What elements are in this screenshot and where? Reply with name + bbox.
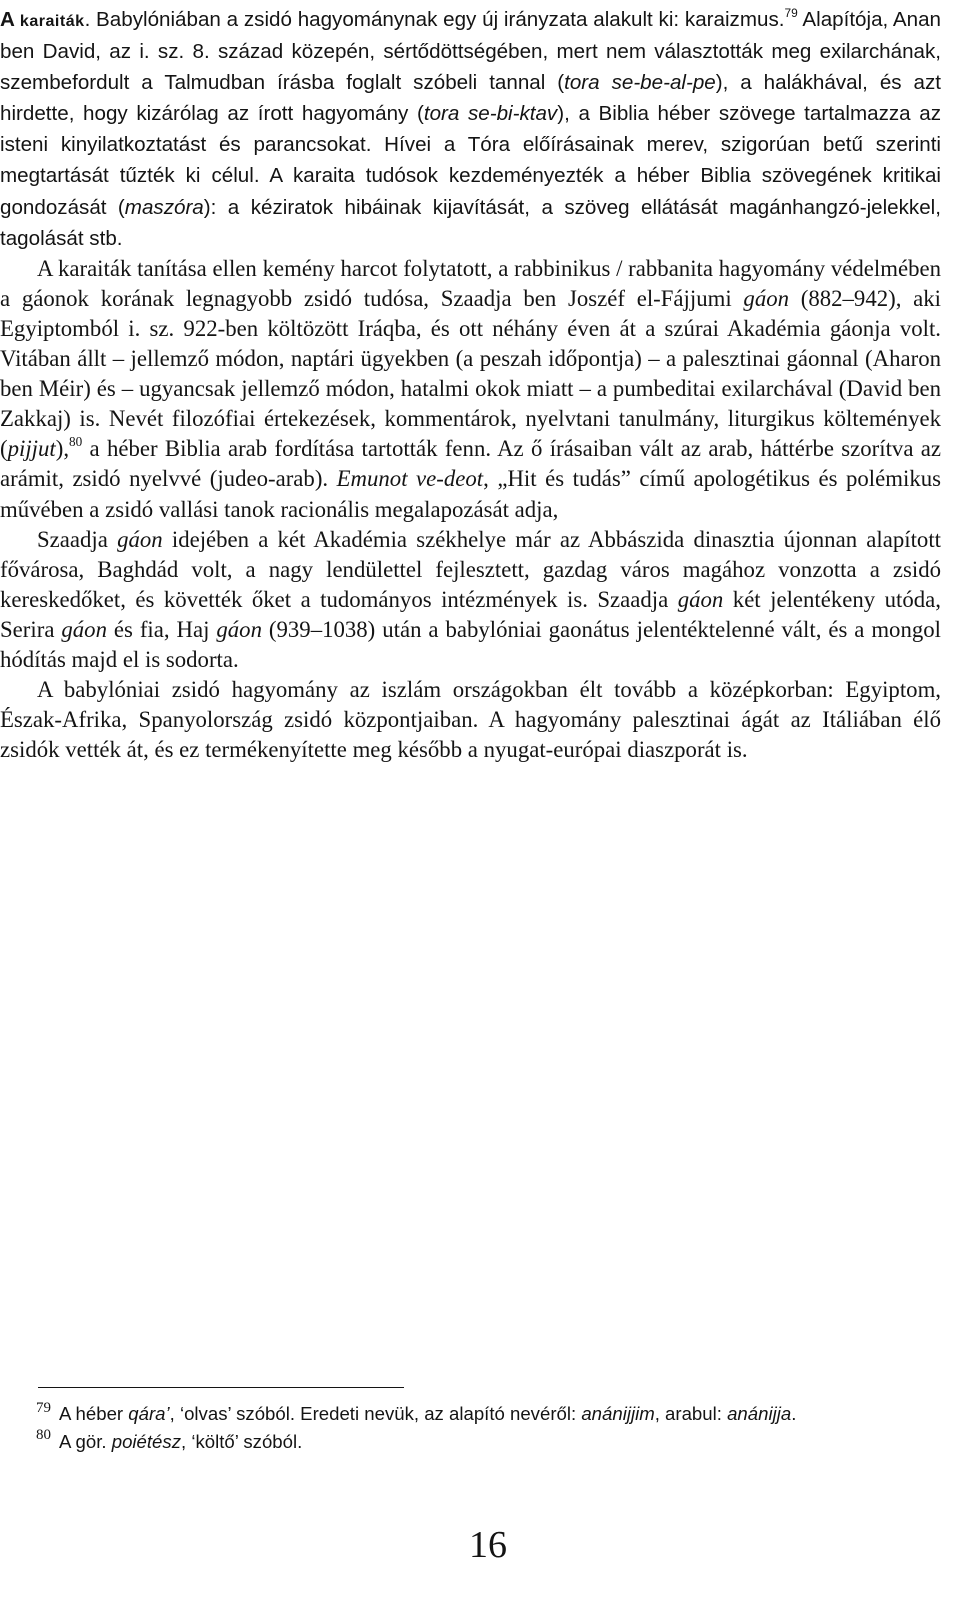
- italic-term: qára’: [128, 1403, 170, 1424]
- text-run: két jelentékeny utóda, Serira: [0, 586, 941, 642]
- footnote-number: 79: [36, 1399, 51, 1416]
- text-run: ), a halákhával, és azt hirdette, hogy kizárólag az írott hagyomány (: [0, 71, 941, 126]
- paragraph-saadja: [0, 254, 941, 525]
- page-number: 16: [469, 1524, 507, 1566]
- text-run: ): a kéziratok hibáinak kijavítását, a szöveg ellátását magánhangzó-jelekkel, tagolását stb.: [0, 195, 941, 250]
- text-run: A karaiták tanítása ellen kemény harcot folytatott, a rabbinikus / rabbanita hagyomány védelmében a gáonok korának legnagyobb zsidó tudósa, Szaadja ben Joszéf el-Fájjumi: [0, 255, 941, 311]
- text-run: ),: [55, 436, 70, 462]
- footnote-ref-79[interactable]: 79: [784, 6, 798, 21]
- text-run: , arabul:: [654, 1403, 728, 1424]
- italic-term: gáon: [743, 285, 790, 311]
- paragraph-baghdad: [0, 525, 941, 675]
- footnote-ref-80[interactable]: 80: [69, 434, 83, 450]
- italic-term: anánijja: [727, 1403, 792, 1424]
- footnote-separator: [38, 1387, 404, 1388]
- text-run: A gör.: [59, 1430, 112, 1452]
- italic-term: tora se-be-al-pe: [564, 71, 716, 95]
- italic-term: maszóra: [124, 195, 204, 219]
- text-run: , „Hit és tudás” című apologétikus és polémikus művében a zsidó vallási tanok racionális megalapozását adja,: [0, 466, 941, 522]
- footnotes: [0, 1400, 941, 1455]
- italic-term: tora se-bi-ktav: [423, 102, 558, 126]
- text-run: , ‘olvas’ szóból. Eredeti nevük, az alapító nevéről:: [169, 1403, 582, 1424]
- main-text-column: [0, 4, 941, 765]
- text-run: . Babylóniában a zsidó hagyománynak egy új irányzata alakult ki: karaizmus.: [84, 8, 785, 31]
- footnote-79: [0, 1400, 941, 1428]
- paragraph-diaspora: A babylóniai zsidó hagyomány az iszlám országokban élt tovább a középkorban: Egyiptom, Észak-Afrika, Spanyolország zsidó központjaiban. A hagyomány palesztinai ágát az Itáliában élő zsidók vették át, és ez termékenyítette meg később a nyugat-európai diaszporát is.: [0, 677, 941, 763]
- footnote-80: [0, 1428, 941, 1456]
- text-run: (882–942), aki Egyiptomból i. sz. 922-ben költözött Iráqba, és ott néhány éven át a szúrai Akadémia gáonja volt. Vitában állt – jellemző módon, naptári ügyekben (a peszah időpontja) – a palesztinai gáonnal (Aharon ben Méir) és – ugyancsak jellemző módon, hatalmi okok miatt – a pumbeditai exilarchával (David ben Zakkaj) is. Nevét filozófiai értekezések, kommentárok, nyelvtani tanulmány, liturgikus költemények (: [0, 285, 942, 462]
- italic-term: gáon: [61, 616, 107, 642]
- text-run: és fia, Haj: [106, 616, 217, 642]
- italic-term: anánijjim: [581, 1403, 655, 1424]
- text-run: A héber: [59, 1403, 129, 1424]
- italic-term: poiétész: [111, 1430, 181, 1452]
- section-heading-initial: A: [0, 8, 15, 31]
- italic-term: gáon: [117, 526, 163, 552]
- italic-term: pijjut: [7, 436, 56, 462]
- italic-term: gáon: [677, 586, 724, 612]
- footnote-number: 80: [36, 1427, 51, 1444]
- text-run: .: [791, 1403, 797, 1424]
- text-run: idejében a két Akadémia székhelye már az Abbászida dinasztia újonnan alapított fővárosa, Baghdád volt, a nagy lendülettel fejlesztett, gazdag város magához vonzotta a zsidó kereskedőket, és követték őket a tudományos intézmények is. Szaadja: [0, 526, 941, 612]
- text-run: ), a Biblia héber szövege tartalmazza az isteni kinyilatkoztatást és parancsokat. Hívei a Tóra előírásainak merev, szigorúan betű szerinti megtartását tűzték ki célul. A karaita tudósok kezdeményezték a héber Biblia szövegének kritikai gondozását (: [0, 102, 941, 219]
- text-run: a héber Biblia arab fordítása tartották fenn. Az ő írásaiban vált az arab, háttérbe szorítva az arámit, zsidó nyelvvé (judeo-arab).: [0, 436, 941, 492]
- italic-term: Emunot ve-deot: [336, 466, 484, 492]
- text-run: Alapítója, Anan ben David, az i. sz. 8. század közepén, sértődöttségében, mert nem választották meg exilarchának, szembefordult a Talmudban írásba foglalt szóbeli tannal (: [0, 8, 941, 95]
- italic-term: gáon: [216, 616, 262, 642]
- section-heading-rest: karaiták: [19, 12, 85, 30]
- text-run: , ‘költő’ szóból.: [181, 1430, 303, 1452]
- section-heading: [0, 8, 85, 31]
- text-run: (939–1038) után a babylóniai gaonátus jelentéktelenné vált, és a mongol hódítás majd el is sodorta.: [0, 616, 941, 672]
- text-run: Szaadja: [37, 526, 118, 552]
- paragraph-karaites: [0, 4, 941, 254]
